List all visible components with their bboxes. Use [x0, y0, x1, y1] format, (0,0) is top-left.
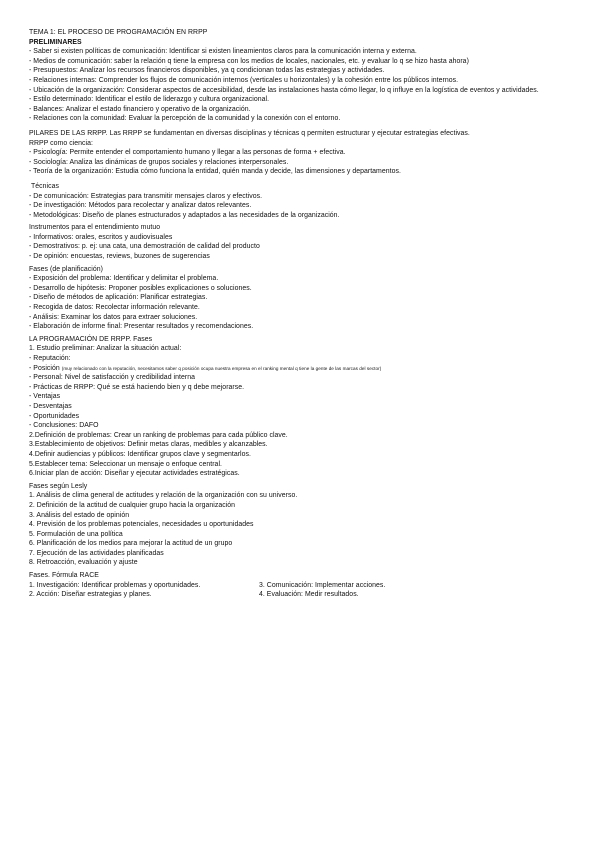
list-item: - Metodológicas: Diseño de planes estructurados y adaptados a las necesidades de la organización.	[29, 211, 340, 219]
list-item: 1. Estudio preliminar: Analizar la situación actual:	[29, 345, 182, 353]
list-item: - Medios de comunicación: saber la relación q tiene la empresa con los medios de locales, nacionales, etc. y evaluar lo q se hizo hasta ahora)	[29, 57, 469, 65]
list-item: - Psicología: Permite entender el comportamiento humano y llegar a las personas de forma + efectiva.	[29, 149, 346, 157]
race-grid	[29, 581, 574, 600]
pilares-intro: PILARES DE LAS RRPP. Las RRPP se fundamentan en diversas disciplinas y técnicas q permiten estructurar y ejecutar estrategias efectivas.	[29, 129, 470, 137]
list-item: - Sociología: Analiza las dinámicas de grupos sociales y relaciones interpersonales.	[29, 158, 289, 166]
list-item: - De opinión: encuestas, reviews, buzones de sugerencias	[29, 253, 210, 261]
list-item: 6. Planificación de los medios para mejorar la actitud de un grupo	[29, 540, 233, 548]
section-heading-lesly: Fases según Lesly	[29, 482, 88, 490]
race-column-left	[29, 581, 259, 600]
list-item: 5.Establecer tema: Seleccionar un mensaje o enfoque central.	[29, 460, 222, 468]
posicion-note: (muy relacionado con la reputación, necesitamos saber q posición ocupa nuestra empresa en el ranking mental q tiene la gente de las marcas del sector)	[61, 365, 382, 371]
list-item: - Relaciones con la comunidad: Evaluar la percepción de la comunidad y la conexión con el entorno.	[29, 115, 341, 123]
race-column-right	[259, 581, 489, 600]
list-item: 4.Definir audiencias y públicos: Identificar grupos clave y segmentarlos.	[29, 450, 251, 458]
posicion-label: - Posición	[29, 364, 60, 372]
list-item: 3. Comunicación: Implementar acciones.	[259, 581, 386, 589]
list-item: - Balances: Analizar el estado financiero y operativo de la organización.	[29, 105, 251, 113]
list-item: 2. Acción: Diseñar estrategias y planes.	[29, 591, 152, 599]
list-item: - Presupuestos: Analizar los recursos financieros disponibles, ya q condicionan todas las estrategias y actividades.	[29, 67, 385, 75]
list-item: 4. Previsión de los problemas potenciales, necesidades u oportunidades	[29, 521, 254, 529]
list-item: - Elaboración de informe final: Presentar resultados y recomendaciones.	[29, 323, 254, 331]
list-item: - Teoría de la organización: Estudia cómo funciona la entidad, quién manda y decide, las dimensiones y departamentos.	[29, 168, 401, 176]
list-item: 5. Formulación de una política	[29, 530, 123, 538]
list-item: - De comunicación: Estrategias para transmitir mensajes claros y efectivos.	[29, 192, 263, 200]
list-item: 3. Análisis del estado de opinión	[29, 511, 130, 519]
list-item: - Exposición del problema: Identificar y delimitar el problema.	[29, 275, 219, 283]
list-item: - Desventajas	[29, 402, 72, 410]
list-item: - Conclusiones: DAFO	[29, 422, 99, 430]
list-item: - Ventajas	[29, 393, 61, 401]
list-item: - Análisis: Examinar los datos para extraer soluciones.	[29, 313, 198, 321]
section-heading-ciencia: RRPP como ciencia:	[29, 139, 93, 147]
list-item: - Relaciones internas: Comprender los flujos de comunicación internos (verticales u horizontales) y la cohesión entre los públicos internos.	[29, 76, 459, 84]
list-item: 8. Retroacción, evaluación y ajuste	[29, 559, 138, 567]
list-item: - Demostrativos: p. ej: una cata, una demostración de calidad del producto	[29, 243, 260, 251]
section-heading-fases-planificacion: Fases (de planificación)	[29, 265, 103, 273]
list-item: - Diseño de métodos de aplicación: Planificar estrategias.	[29, 294, 208, 302]
list-item: - Personal: Nivel de satisfacción y credibilidad interna	[29, 374, 195, 382]
document-page	[29, 28, 574, 600]
list-item: 4. Evaluación: Medir resultados.	[259, 591, 359, 599]
list-item: 2.Definición de problemas: Crear un ranking de problemas para cada público clave.	[29, 431, 288, 439]
document-title: TEMA 1: EL PROCESO DE PROGRAMACIÓN EN RRPP	[29, 29, 208, 36]
list-item: 2. Definición de la actitud de cualquier grupo hacia la organización	[29, 501, 236, 509]
list-item	[29, 364, 574, 374]
list-item: - Saber si existen políticas de comunicación: Identificar si existen lineamientos claros para la comunicación interna y externa.	[29, 48, 417, 56]
section-heading-preliminares: PRELIMINARES	[29, 38, 82, 46]
section-heading-programacion: LA PROGRAMACIÓN DE RRPP. Fases	[29, 335, 153, 343]
section-heading-tecnicas: Técnicas	[31, 182, 59, 190]
list-item: - Prácticas de RRPP: Qué se está haciendo bien y q debe mejorarse.	[29, 383, 245, 391]
list-item: - Reputación:	[29, 355, 71, 362]
list-item: - Oportunidades	[29, 412, 80, 420]
list-item: - Estilo determinado: Identificar el estilo de liderazgo y cultura organizacional.	[29, 96, 270, 104]
list-item: - Ubicación de la organización: Considerar aspectos de accesibilidad, desde las instalaciones hasta cómo llegar, lo q influye en la logística de eventos y actividades.	[29, 86, 539, 94]
list-item: - Recogida de datos: Recolectar información relevante.	[29, 304, 200, 312]
section-heading-instrumentos: Instrumentos para el entendimiento mutuo	[29, 224, 161, 232]
list-item: - Informativos: orales, escritos y audiovisuales	[29, 233, 173, 241]
list-item: - De investigación: Métodos para recolectar y analizar datos relevantes.	[29, 202, 252, 210]
list-item: 1. Investigación: Identificar problemas y oportunidades.	[29, 581, 201, 589]
list-item: 3.Establecimiento de objetivos: Definir metas claras, medibles y alcanzables.	[29, 441, 268, 449]
list-item: 1. Análisis de clima general de actitudes y relación de la organización con su universo.	[29, 492, 298, 500]
section-heading-race: Fases. Fórmula RACE	[29, 572, 99, 580]
list-item: - Desarrollo de hipótesis: Proponer posibles explicaciones o soluciones.	[29, 284, 252, 292]
list-item: 7. Ejecución de las actividades planificadas	[29, 549, 164, 557]
list-item: 6.Iniciar plan de acción: Diseñar y ejecutar actividades estratégicas.	[29, 470, 240, 478]
